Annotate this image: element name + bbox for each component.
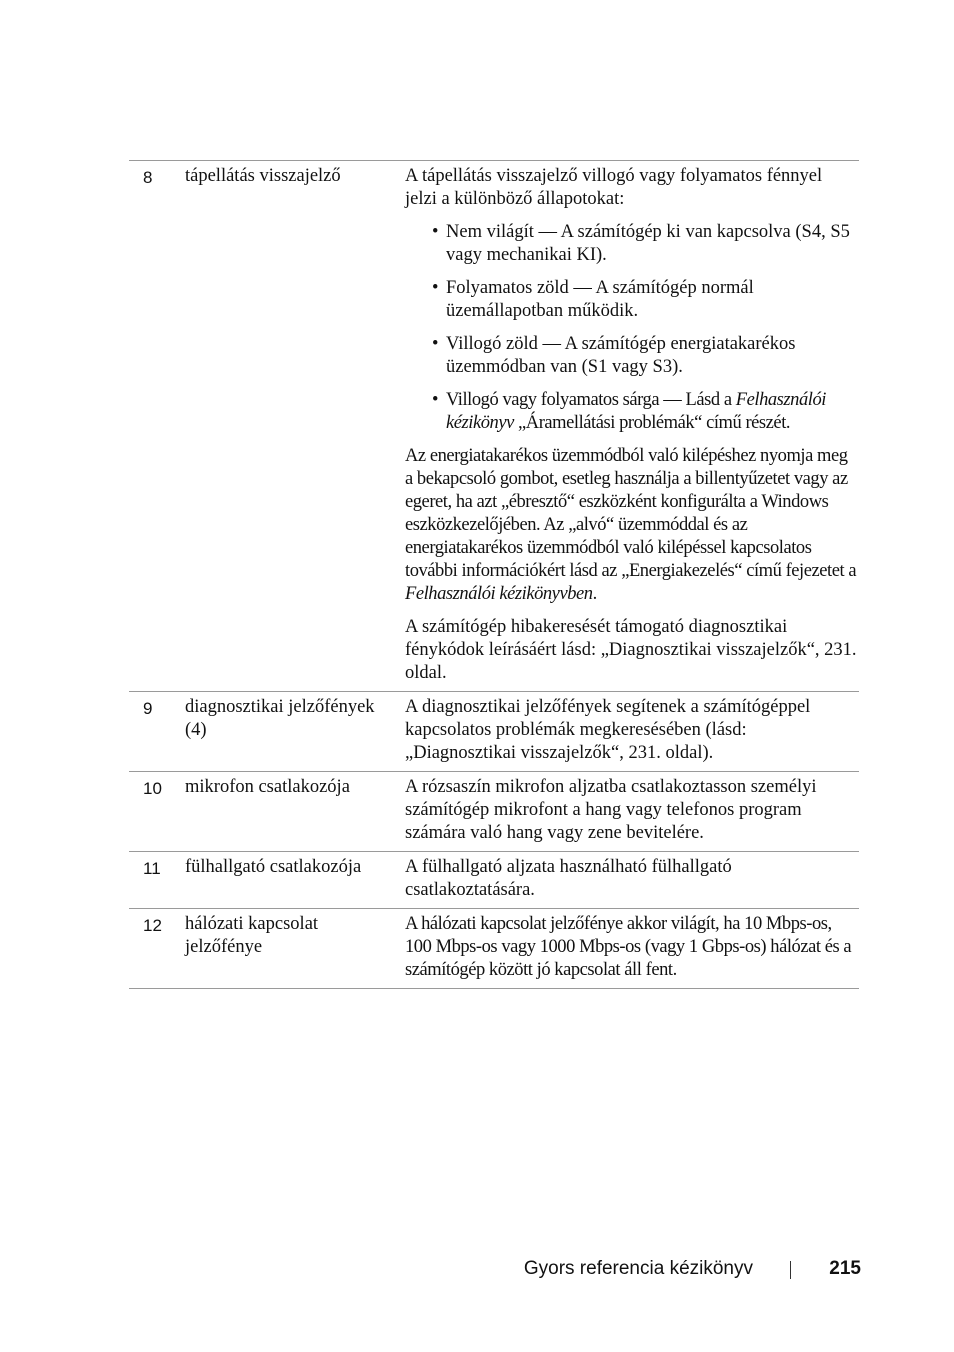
component-name: mikrofon csatlakozója	[185, 777, 350, 797]
description-paragraph: A számítógép hibakeresését támogató diagnosztikai fénykódok leírásáért lásd: „Diagnosztikai visszajelzők“, 231. oldal.	[405, 617, 857, 683]
table-row	[129, 772, 859, 852]
description-paragraph: Az energiatakarékos üzemmódból való kilépéshez nyomja meg a bekapcsoló gombot, esetleg használja a billentyűzetet vagy az egeret, ha azt „ébresztő“ eszközként konfigurálta a Windows eszközkezelőjében. Az „alvó“ üzemmóddal és az energiatakarékos üzemmódból való kilépéssel kapcsolatos további információkért lásd az „Energiakezelés“ című fejezetet a Felhasználói kézikönyvben.	[405, 446, 857, 604]
row-number: 9	[143, 699, 153, 718]
list-item: • Nem világít — A számítógép ki van kapcsolva (S4, S5 vagy mechanikai KI).	[432, 222, 850, 265]
component-description	[405, 165, 857, 685]
row-number: 12	[143, 916, 162, 935]
table-row	[129, 692, 859, 772]
component-name: fülhallgató csatlakozója	[185, 857, 362, 877]
component-name: hálózati kapcsolat jelzőfénye	[185, 914, 319, 957]
row-number: 10	[143, 779, 162, 798]
list-item: • Folyamatos zöld — A számítógép normál üzemállapotban működik.	[432, 278, 754, 321]
status-list	[405, 221, 857, 435]
row-number: 8	[143, 168, 153, 187]
component-description: A fülhallgató aljzata használható fülhallgató csatlakoztatására.	[405, 857, 732, 900]
component-description: A diagnosztikai jelzőfények segítenek a számítógéppel kapcsolatos problémák megkeresésében (lásd: „Diagnosztikai visszajelzők“, 231. oldal).	[405, 697, 811, 763]
bullet-icon: •	[432, 278, 439, 298]
list-item: • Villogó vagy folyamatos sárga — Lásd a Felhasználói kézikönyv „Áramellátási problémák“ című részét.	[432, 390, 826, 433]
description-intro: A tápellátás visszajelző villogó vagy folyamatos fénnyel jelzi a különböző állapotokat:	[405, 166, 823, 209]
list-item: • Villogó zöld — A számítógép energiatakarékos üzemmódban van (S1 vagy S3).	[432, 334, 796, 377]
row-number: 11	[143, 859, 161, 878]
page-number: 215	[829, 1258, 861, 1279]
manual-reference: Felhasználói kézikönyvben	[405, 584, 593, 604]
table-row	[129, 909, 859, 989]
bullet-icon: •	[432, 222, 439, 242]
page-footer	[0, 1256, 954, 1282]
component-description: A hálózati kapcsolat jelzőfénye akkor világít, ha 10 Mbps-os, 100 Mbps-os vagy 1000 Mbps-os (vagy 1 Gbps-os) hálózat és a számítógép között jó kapcsolat áll fent.	[405, 914, 852, 980]
bullet-icon: •	[432, 390, 439, 410]
component-description: A rózsaszín mikrofon aljzatba csatlakoztasson személyi számítógép mikrofont a hang vagy telefonos program számára való hang vagy zene bevitelére.	[405, 777, 817, 843]
footer-divider	[790, 1261, 791, 1279]
table-row	[129, 852, 859, 909]
manual-reference: Felhasználói kézikönyv	[446, 390, 826, 433]
bullet-icon: •	[432, 334, 439, 354]
component-table	[129, 160, 859, 989]
footer-title: Gyors referencia kézikönyv	[523, 1258, 753, 1279]
component-name: tápellátás visszajelző	[185, 166, 341, 186]
table-row	[129, 161, 859, 692]
component-name: diagnosztikai jelzőfények (4)	[185, 697, 375, 740]
